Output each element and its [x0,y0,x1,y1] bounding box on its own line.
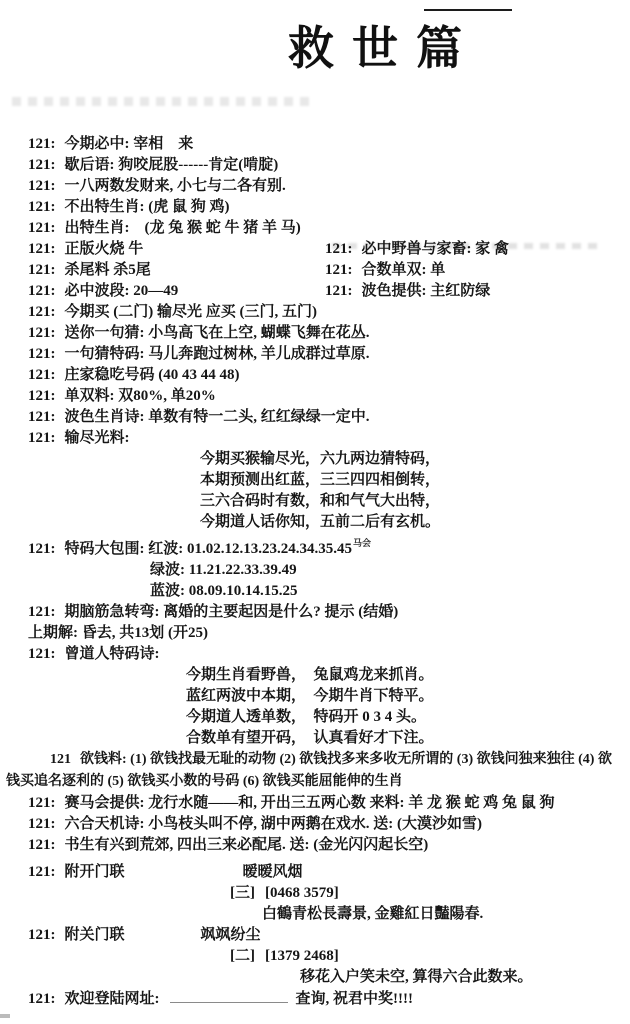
line-text: 输尽光料: [64,430,130,446]
sheet-line-red-wave [28,533,624,560]
sheet-line-tianji-poem [28,814,624,835]
sheet-line-blue-wave: 蓝波: 08.09.10.14.15.25 [150,583,298,599]
issue-label: 121: [28,241,56,257]
issue-label: 121: [28,325,56,341]
issue-label: 121: [28,283,56,299]
issue-label: 121: [28,304,56,320]
issue-label: 121: [28,604,56,620]
issue-label: 121: [325,241,353,257]
issue-label: 121: [325,283,353,299]
footer-website-line [28,988,624,1010]
sheet-line-jockey-club [28,793,624,814]
issue-label: 121: [28,178,56,194]
poem-line: 今期生肖看野兽， 兔鼠鸡龙来抓肖。 [186,667,434,683]
line-text: 期脑筋急转弯: 离婚的主要起因是什么? 提示 (结婚) [64,604,399,620]
sheet-line-guess-special [28,344,624,365]
sheet-line-fire [28,239,624,260]
poem-line: 今期道人话你知，五前二后有玄机。 [200,514,441,530]
sheet-line-wave-zodiac-poem [28,407,624,428]
right-column-line [325,239,509,260]
poem-line: 今期道人透单数， 特码开 0 3 4 头。 [186,709,427,725]
faded-print-artifact [12,97,312,106]
line-text: 出特生肖: (龙 兔 猴 蛇 牛 猪 羊 马) [64,220,301,236]
line-text: 歇后语: 狗咬屁股------肯定(啃腚) [64,157,279,173]
issue-label: 121: [28,346,56,362]
issue-label: 121: [28,157,56,173]
line-text: 今期买 (二门) 输尽光 应买 (三门, 五门) [64,304,317,320]
scan-edge-artifact [0,1014,10,1018]
issue-label: 121: [28,262,56,278]
poem-line: 三六合码时有数，和和气气大出特， [200,493,441,509]
sheet-line-doors [28,302,624,323]
bracket-label: [三] [230,885,255,901]
sheet-line-banker-numbers [28,365,624,386]
bracket-label: [二] [230,948,255,964]
issue-label: 121: [28,367,56,383]
line-text: 送你一句猜: 小鸟高飞在上空, 蝴蝶飞舞在花丛. [64,325,370,341]
couplet-phrase: 飒飒纷尘 [200,927,261,943]
line-text: 六合天机诗: 小鸟枝头叫不停, 湖中两鹅在戏水. 送: (大漠沙如雪) [64,816,482,832]
poem-line: 合数单有望开码， 认真看好才下注。 [186,730,434,746]
open-door-couplet-header [28,862,624,883]
line-text: 曾道人特码诗: [64,646,160,662]
number-set: [0468 3579] [265,885,339,901]
line-text: 庄家稳吃号码 (40 43 44 48) [64,367,240,383]
close-door-couplet-header [28,925,624,946]
issue-label: 121: [28,220,56,236]
erased-url-blank [170,988,288,1003]
top-divider-rule [424,9,512,11]
sheet-line-last-issue-answer: 上期解: 昏去, 共13划 (开25) [28,625,208,641]
line-text: 不出特生肖: (虎 鼠 狗 鸡) [64,199,230,215]
line-text: 书生有兴到荒郊, 四出三来必配尾. 送: (金光闪闪起长空) [64,837,429,853]
sheet-line-special-zodiac [28,218,624,239]
couplet-phrase: 暧暧风烟 [242,864,303,880]
sheet-line-zengdaoren-header [28,644,624,665]
poem-line: 本期预测出红蓝，三三四四相倒转， [200,472,441,488]
sheet-line-brain-teaser [28,602,624,623]
right-column-line [325,260,445,281]
sheet-line-xiehouyu [28,155,624,176]
sheet-line-hint-sentence [28,323,624,344]
line-text: 合数单双: 单 [361,262,446,278]
sheet-line-yuqian-list [6,749,624,793]
line-text: 必中野兽与家畜: 家 禽 [361,241,509,257]
issue-label: 121: [325,262,353,278]
sheet-line-excluded-zodiac [28,197,624,218]
issue-label: 121: [28,795,56,811]
number-set: [1379 2468] [265,948,339,964]
line-text: 特码大包围: 红波: 01.02.12.13.23.24.34.35.45 [64,541,352,557]
sheet-line-shujinguang-header [28,428,624,449]
sheet-line-kill-tail [28,260,624,281]
issue-label: 121: [28,646,56,662]
couplet-label: 附开门联 [64,864,125,880]
line-text: 必中波段: 20—49 [64,283,179,299]
open-door-couplet-text: 白鶴青松長壽景, 金雞紅日豔陽春. [262,906,484,922]
sheet-line-numbers-hint [28,176,624,197]
sheet-body [6,134,624,1010]
line-text: 查询, 祝君中奖!!!! [295,991,413,1007]
line-text: 杀尾料 杀5尾 [64,262,151,278]
right-column-line [325,281,490,302]
issue-label: 121: [28,864,56,880]
line-text: 正版火烧 牛 [64,241,144,257]
issue-label: 121: [28,136,56,152]
issue-label: 121: [28,991,56,1007]
line-text: 波色生肖诗: 单数有特一二头, 红红绿绿一定中. [64,409,370,425]
sheet-line-green-wave: 绿波: 11.21.22.33.39.49 [150,562,297,578]
couplet-label: 附关门联 [64,927,125,943]
line-text: 欲钱料: (1) 欲钱找最无耻的动物 (2) 欲钱找多来多收无所谓的 (3) 欲钱问独来独往 (4) 欲钱买追名逐利的 (5) 欲钱买小数的号码 (6) 欲钱买能屈能伸的生肖 [6,752,612,789]
sheet-line-odd-even [28,386,624,407]
issue-label: 121: [28,388,56,404]
issue-label: 121 [50,752,71,767]
issue-label: 121: [28,816,56,832]
open-door-couplet-numbers [28,883,624,904]
close-door-couplet-text: 移花入户笑未空, 算得六合此数来。 [300,969,533,985]
issue-label: 121: [28,837,56,853]
sheet-line-must-hit [28,134,624,155]
sheet-line-range [28,281,624,302]
poem-line: 蓝红两波中本期， 今期牛肖下特平。 [186,688,434,704]
close-door-couplet-numbers [28,946,624,967]
poem-line: 今期买猴输尽光，六九两边猜特码， [200,451,441,467]
line-text: 波色提供: 主红防绿 [361,283,491,299]
line-text: 单双料: 双80%, 单20% [64,388,216,404]
tiny-annotation: 马会 [353,538,372,548]
sheet-line-scholar-poem [28,835,624,856]
line-text: 一句猜特码: 马儿奔跑过树林, 羊儿成群过草原. [64,346,370,362]
issue-label: 121: [28,430,56,446]
line-text: 赛马会提供: 龙行水随——和, 开出三五两心数 来料: 羊 龙 猴 蛇 鸡 兔 鼠 狗 [64,795,555,811]
issue-label: 121: [28,541,56,557]
line-text: 今期必中: 宰相 来 [64,136,194,152]
line-text: 欢迎登陆网址: [64,991,160,1007]
issue-label: 121: [28,199,56,215]
page-title: 救世篇 [288,23,480,74]
issue-label: 121: [28,927,56,943]
line-text: 一八两数发财来, 小七与二各有别. [64,178,286,194]
issue-label: 121: [28,409,56,425]
